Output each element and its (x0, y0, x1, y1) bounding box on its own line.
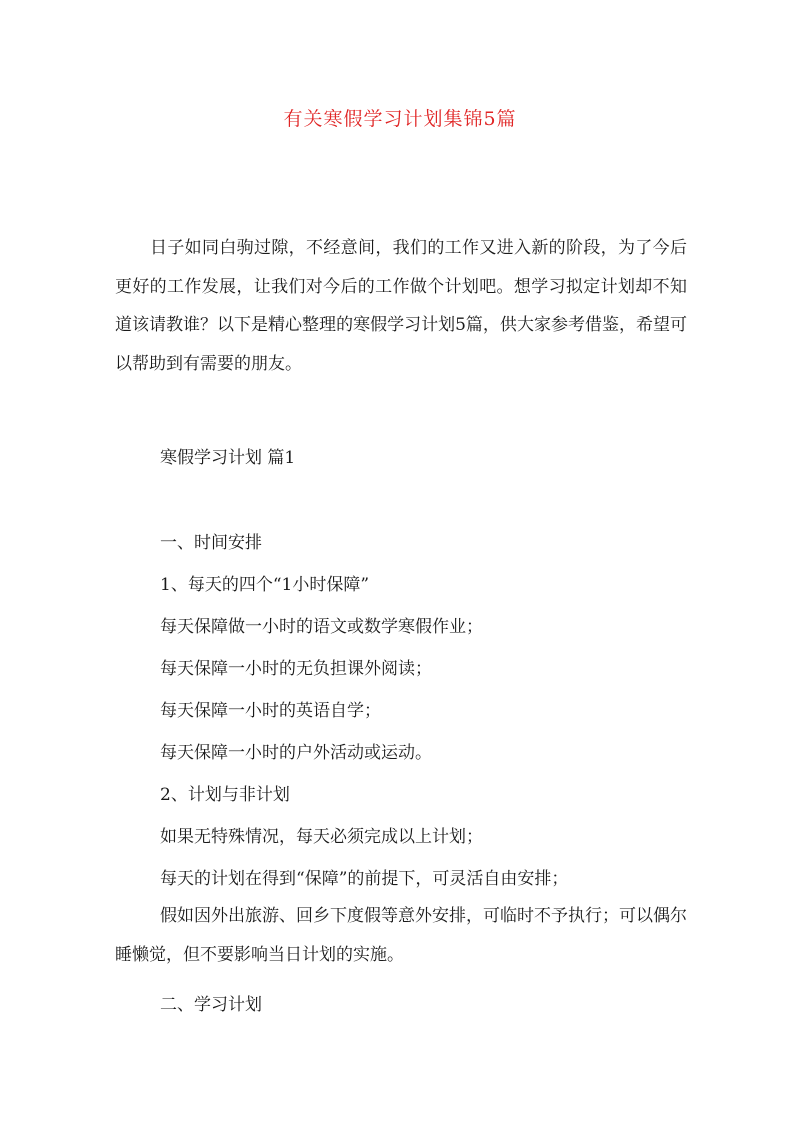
list-item: 每天保障一小时的英语自学； (160, 701, 381, 721)
part1-heading: 一、时间安排 (160, 533, 262, 553)
list-item: 每天保障一小时的户外活动或运动。 (160, 743, 432, 763)
section-heading: 寒假学习计划 篇1 (160, 448, 296, 468)
list-item: 如果无特殊情况，每天必须完成以上计划； (160, 827, 483, 847)
list-item: 每天的计划在得到“保障”的前提下，可灵活自由安排； (160, 869, 569, 889)
part2-heading: 二、学习计划 (160, 995, 262, 1015)
intro-paragraph: 日子如同白驹过隙，不经意间，我们的工作又进入新的阶段，为了今后更好的工作发展，让我们对今后的工作做个计划吧。想学习拟定计划却不知道该请教谁？以下是精心整理的寒假学习计划5篇，供大家参考借鉴，希望可以帮助到有需要的朋友。 (115, 238, 687, 374)
document-title: 有关寒假学习计划集锦5篇 (283, 108, 517, 130)
item2-paragraph: 假如因外出旅游、回乡下度假等意外安排，可临时不予执行；可以偶尔睡懒觉，但不要影响当日计划的实施。 (115, 906, 687, 965)
item2-heading: 2、计划与非计划 (160, 785, 290, 805)
list-item: 每天保障一小时的无负担课外阅读； (160, 659, 432, 679)
list-item: 每天保障做一小时的语文或数学寒假作业； (160, 617, 483, 637)
item1-heading: 1、每天的四个“1小时保障” (160, 575, 370, 595)
